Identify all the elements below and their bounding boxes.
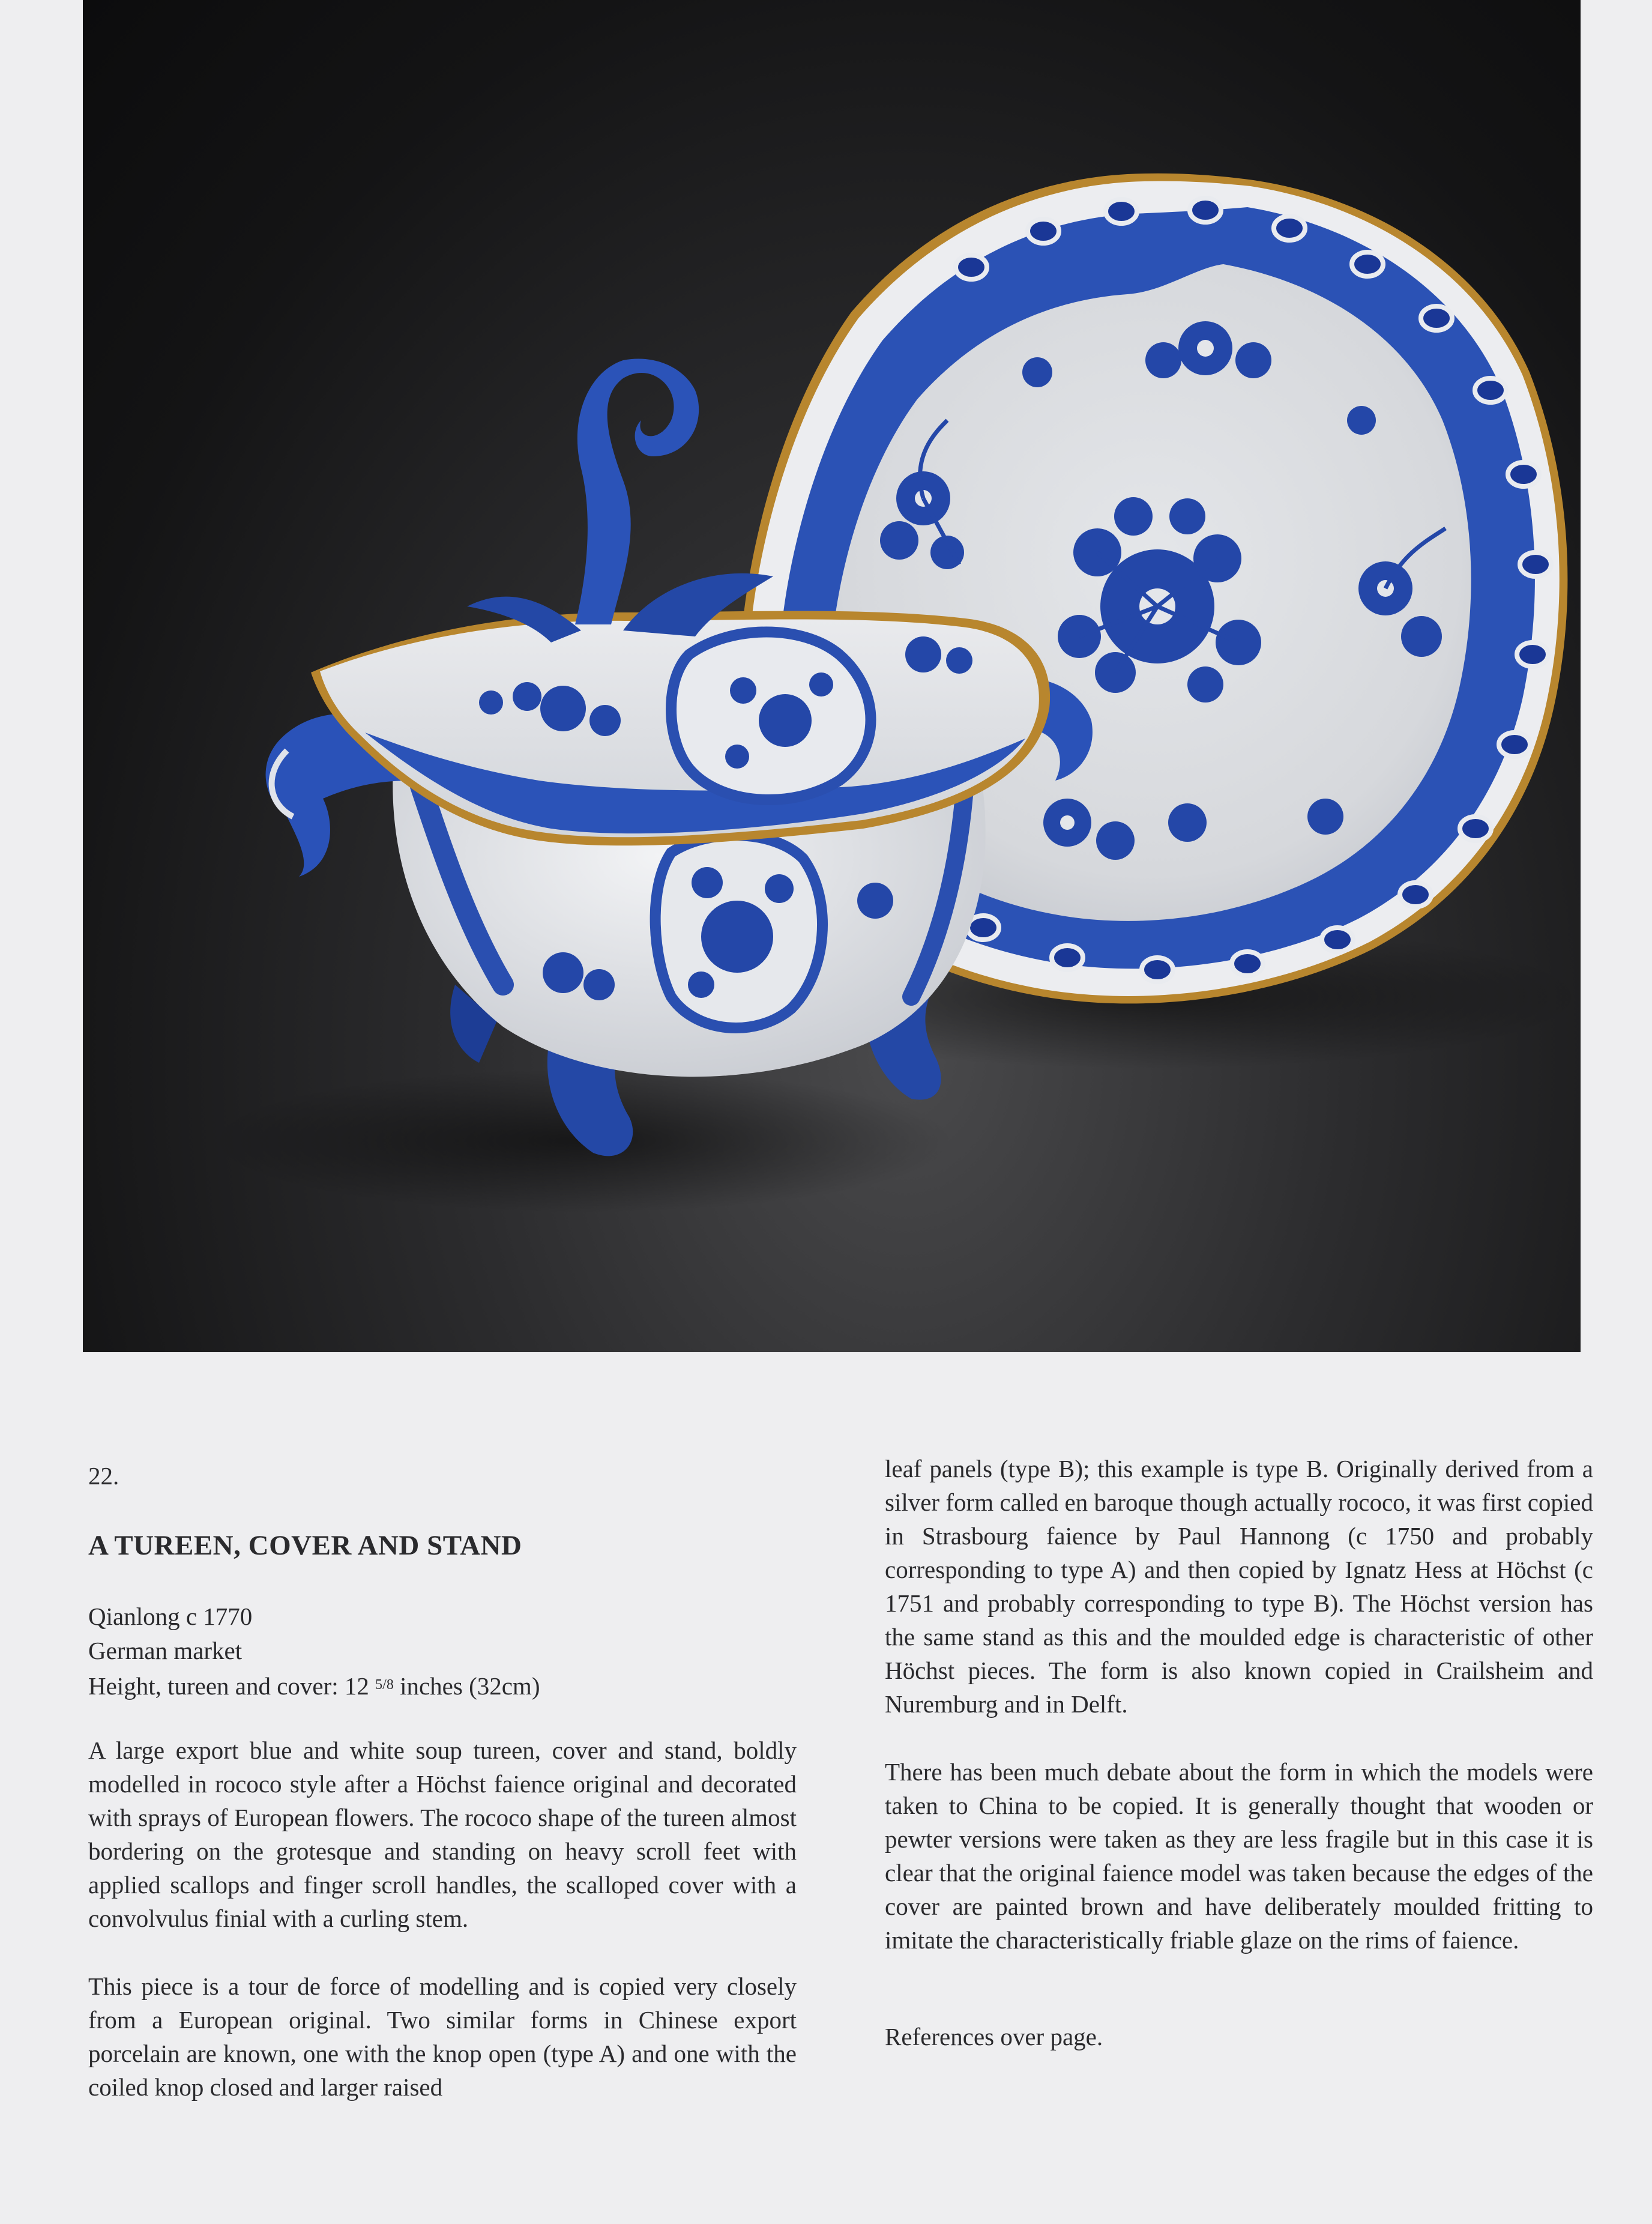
- left-text-column: [88, 1459, 797, 2138]
- right-text-column: [885, 1452, 1593, 2078]
- item-meta: [88, 1600, 797, 1703]
- item-title: A TUREEN, COVER AND STAND: [88, 1530, 522, 1561]
- item-height-prefix: Height, tureen and cover: 12: [88, 1672, 376, 1700]
- description-paragraph: A large export blue and white soup tureen, cover and stand, boldly modelled in rococo style after a Höchst faience original and decorated with sprays of European flowers. The rococo shape of the tureen almost bordering on the grotesque and standing on heavy scroll feet with applied scallops and finger scroll handles, the scalloped cover with a convolvulus finial with a curling stem.: [88, 1736, 797, 1932]
- item-period: Qianlong c 1770: [88, 1603, 253, 1630]
- item-height-fraction: 5/8: [375, 1677, 394, 1693]
- modelling-paragraph: This piece is a tour de force of modelling and is copied very closely from a European original. Two similar forms in Chinese export porcelain are known, one with the knop open (type A) and one with the coiled knop closed and larger raised: [88, 1972, 797, 2101]
- tureen-and-stand-illustration: [83, 0, 1581, 1352]
- debate-paragraph: There has been much debate about the form in which the models were taken to China to be copied. It is generally thought that wooden or pewter versions were taken as they are less fragile but in this case it is clear that the original faience model was taken because the edges of the cover are painted brown and have deliberately moulded fritting to imitate the characteristically friable glaze on the rims of faience.: [885, 1758, 1593, 1954]
- provenance-paragraph: leaf panels (type B); this example is type B. Originally derived from a silver form called en baroque though actually rococo, it was first copied in Strasbourg faience by Paul Hannong (c 1750 and probably corresponding to type A) and then copied by Ignatz Hess at Höchst (c 1751 and probably corresponding to type B). The Höchst version has the same stand as this and the moulded edge is characteristic of other Höchst pieces. The form is also known copied in Crailsheim and Nuremburg and in Delft.: [885, 1455, 1593, 1718]
- item-market: German market: [88, 1637, 243, 1664]
- item-number: 22.: [88, 1462, 119, 1490]
- references-note: References over page.: [885, 2023, 1103, 2050]
- figure-photo: [83, 0, 1581, 1352]
- item-height: [88, 1668, 797, 1703]
- item-height-suffix: inches (32cm): [393, 1672, 540, 1700]
